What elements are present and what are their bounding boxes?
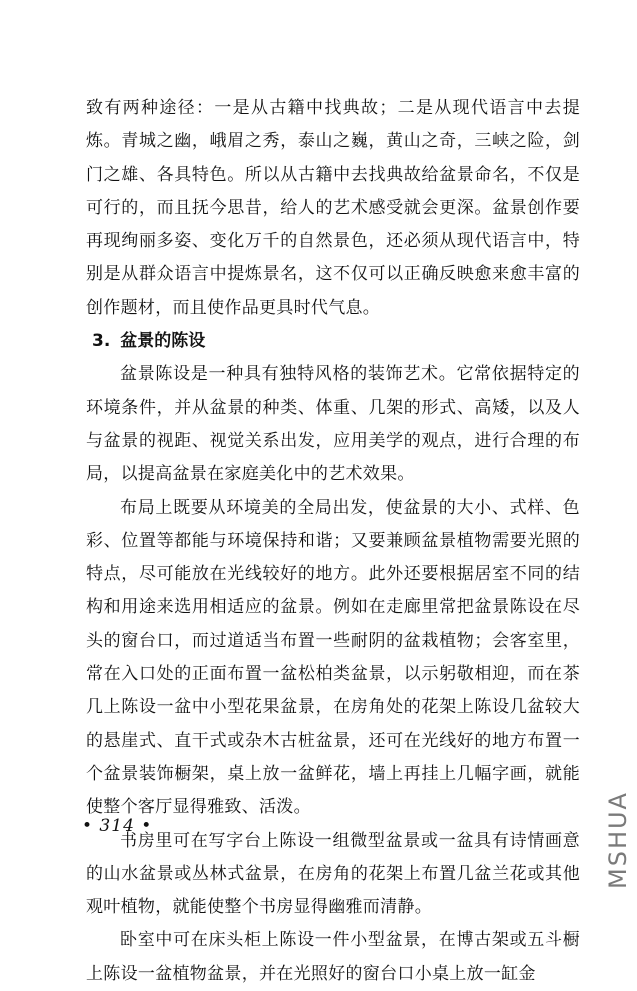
page-number: • 314 •: [82, 816, 153, 836]
paragraph-display-art: 盆景陈设是一种具有独特风格的装饰艺术。它常依据特定的环境条件，并从盆景的种类、体重、几架的形式、高矮，以及人与盆景的视距、视觉关系出发，应用美学的观点，进行合理的布局，以提高盆景在家庭美化中的艺术效果。: [86, 364, 580, 485]
section-heading: [86, 325, 580, 358]
page-body: [86, 92, 580, 991]
paragraph-bedroom: 卧室中可在床头柜上陈设一件小型盆景，在博古架或五斗橱上陈设一盆植物盆景，并在光照好的窗台口小桌上放一缸金: [86, 930, 580, 984]
paragraph-study-room: 书房里可在写字台上陈设一组微型盆景或一盆具有诗情画意的山水盆景或丛林式盆景，在房角的花架上布置几盆兰花或其他观叶植物，就能使整个书房显得幽雅而清静。: [86, 830, 580, 918]
paragraph-naming-paths: 致有两种途径：一是从古籍中找典故；二是从现代语言中去提炼。青城之幽，峨眉之秀，泰山之巍，黄山之奇，三峡之险，剑门之雄、各具特色。所以从古籍中去找典故给盆景命名，不仅是可行的，而且抚今思昔，给人的艺术感受就会更深。盆景创作要再现绚丽多姿、变化万千的自然景色，还必须从现代语言中，特别是从群众语言中提炼景名，这不仅可以正确反映愈来愈丰富的创作题材，而且使作品更具时代气息。: [86, 98, 580, 318]
section-number: 3.: [92, 331, 111, 352]
section-title: 盆景的陈设: [120, 331, 206, 352]
watermark: [598, 790, 637, 890]
watermark-text: MSHUA: [604, 791, 633, 889]
paragraph-layout: 布局上既要从环境美的全局出发，使盆景的大小、式样、色彩、位置等都能与环境保持和谐；又要兼顾盆景植物需要光照的特点，尽可能放在光线较好的地方。此外还要根据居室不同的结构和用途来选用相适应的盆景。例如在走廊里常把盆景陈设在尽头的窗台口，而过道适当布置一些耐阴的盆栽植物；会客室里，常在入口处的正面布置一盆松柏类盆景，以示躬敬相迎，而在茶几上陈设一盆中小型花果盆景，在房角处的花架上陈设几盆较大的悬崖式、直干式或杂木古桩盆景，还可在光线好的地方布置一个盆景装饰橱架，桌上放一盆鲜花，墙上再挂上几幅字画，就能使整个客厅显得雅致、活泼。: [86, 497, 580, 818]
